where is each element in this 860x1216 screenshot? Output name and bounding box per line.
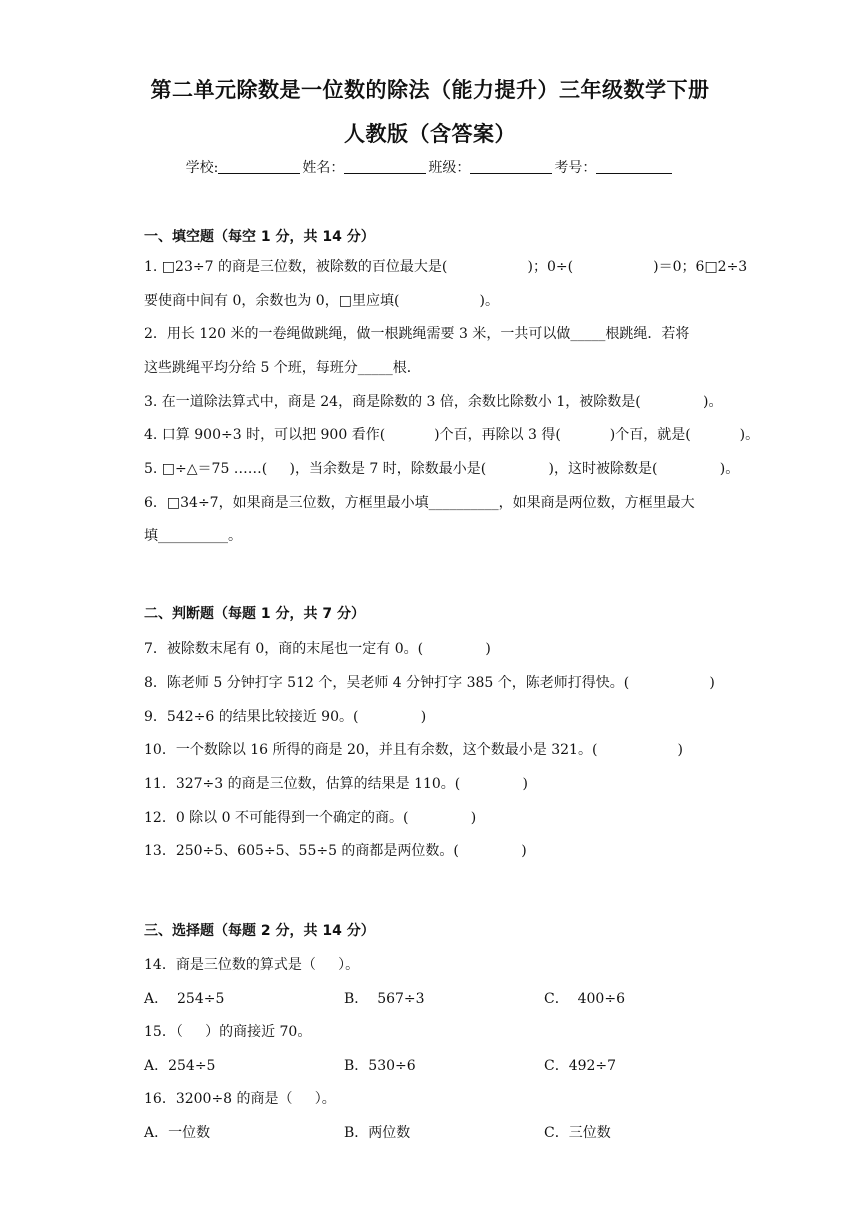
question-1-line-1: 1. □23÷7 的商是三位数，被除数的百位最大是( )；0÷( )＝0；6□2÷3 bbox=[144, 259, 748, 275]
question-15-option-c[interactable]: C．492÷7 bbox=[544, 1058, 617, 1074]
question-6-line-2: 填__________。 bbox=[144, 528, 242, 544]
question-2-line-1: 2．用长 120 米的一卷绳做跳绳，做一根跳绳需要 3 米，一共可以做_____根跳绳．若将 bbox=[144, 326, 690, 342]
section-fill-in: 一、填空题（每空 1 分，共 14 分） bbox=[144, 229, 375, 245]
question-14-option-c[interactable]: C． 400÷6 bbox=[544, 991, 625, 1007]
question-16-option-b[interactable]: B．两位数 bbox=[344, 1125, 411, 1141]
question-13: 13．250÷5、605÷5、55÷5 的商都是两位数。( ) bbox=[144, 843, 527, 859]
question-11: 11．327÷3 的商是三位数，估算的结果是 110。( ) bbox=[144, 776, 529, 792]
student-info-row bbox=[0, 157, 860, 177]
question-15-option-a[interactable]: A．254÷5 bbox=[144, 1058, 216, 1074]
exam-number-label: 考号： bbox=[554, 160, 597, 176]
question-15: 15．（ ）的商接近 70。 bbox=[144, 1024, 312, 1040]
question-3: 3. 在一道除法算式中，商是 24，商是除数的 3 倍，余数比除数小 1，被除数是( )。 bbox=[144, 394, 723, 410]
question-8: 8．陈老师 5 分钟打字 512 个，吴老师 4 分钟打字 385 个，陈老师打得快。( ) bbox=[144, 675, 715, 691]
question-14: 14．商是三位数的算式是（ ）。 bbox=[144, 957, 360, 973]
school-label: 学校: bbox=[185, 160, 219, 176]
name-label: 姓名： bbox=[302, 160, 345, 176]
page-subtitle: 人教版（含答案） bbox=[344, 122, 516, 146]
question-4: 4. 口算 900÷3 时，可以把 900 看作( )个百，再除以 3 得( )个百，就是( )。 bbox=[144, 427, 760, 443]
question-7: 7．被除数末尾有 0，商的末尾也一定有 0。( ) bbox=[144, 641, 491, 657]
exam-number-field[interactable] bbox=[596, 159, 672, 174]
question-16: 16．3200÷8 的商是（ ）。 bbox=[144, 1091, 336, 1107]
question-14-option-b[interactable]: B． 567÷3 bbox=[344, 991, 425, 1007]
question-6-line-1: 6．□34÷7，如果商是三位数，方框里最小填__________，如果商是两位数，方框里最大 bbox=[144, 495, 695, 511]
question-1-line-2: 要使商中间有 0，余数也为 0，□里应填( )。 bbox=[144, 293, 499, 309]
question-14-option-a[interactable]: A． 254÷5 bbox=[144, 991, 225, 1007]
question-15-option-b[interactable]: B．530÷6 bbox=[344, 1058, 416, 1074]
section-true-false: 二、判断题（每题 1 分，共 7 分） bbox=[144, 606, 365, 622]
question-16-option-a[interactable]: A．一位数 bbox=[144, 1125, 211, 1141]
question-9: 9．542÷6 的结果比较接近 90。( ) bbox=[144, 709, 427, 725]
school-field[interactable] bbox=[218, 159, 300, 174]
page-title: 第二单元除数是一位数的除法（能力提升）三年级数学下册 bbox=[150, 78, 710, 102]
question-12: 12．0 除以 0 不可能得到一个确定的商。( ) bbox=[144, 810, 477, 826]
question-2-line-2: 这些跳绳平均分给 5 个班，每班分_____根． bbox=[144, 360, 421, 376]
question-16-option-c[interactable]: C．三位数 bbox=[544, 1125, 611, 1141]
question-5: 5. □÷△＝75 ……( )，当余数是 7 时，除数最小是( )，这时被除数是( )。 bbox=[144, 461, 740, 477]
section-multiple-choice: 三、选择题（每题 2 分，共 14 分） bbox=[144, 923, 375, 939]
name-field[interactable] bbox=[344, 159, 426, 174]
question-10: 10．一个数除以 16 所得的商是 20，并且有余数，这个数最小是 321。( ) bbox=[144, 742, 683, 758]
class-label: 班级： bbox=[428, 160, 471, 176]
class-field[interactable] bbox=[470, 159, 552, 174]
